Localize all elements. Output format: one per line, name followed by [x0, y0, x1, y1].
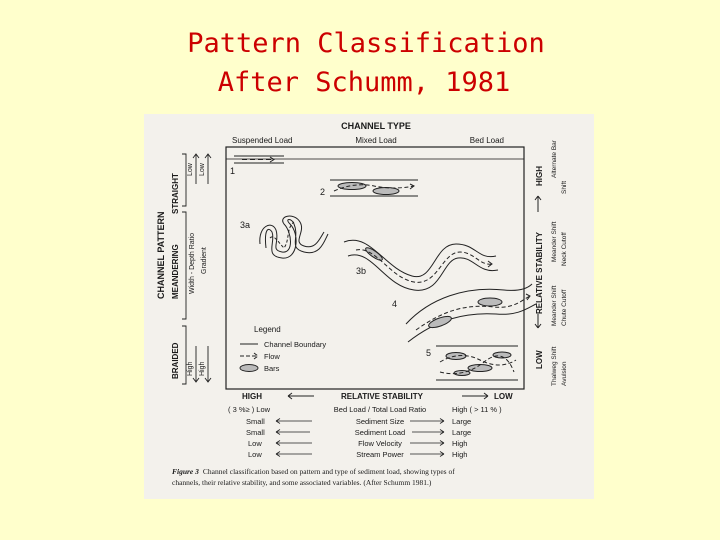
pattern-straight: STRAIGHT	[171, 173, 180, 214]
pattern-braided: BRAIDED	[171, 342, 180, 379]
shift-shift: Shift	[561, 180, 568, 194]
sketch-regular-meander	[344, 240, 498, 290]
shift-meander-2: Meander Shift	[551, 285, 558, 326]
right-axis-down-arrow	[535, 314, 541, 328]
load-suspended: Suspended Load	[232, 136, 293, 145]
var1-left: Small	[246, 417, 265, 426]
legend-title: Legend	[254, 325, 281, 334]
legend-flow: Flow	[264, 352, 280, 361]
right-axis-high: HIGH	[535, 166, 544, 186]
straight-scale-a: Low	[187, 163, 194, 176]
bottom-axis-left-arrow	[288, 393, 314, 399]
panel-label-1: 1	[230, 166, 236, 176]
var4-label: Stream Power	[356, 450, 404, 459]
shift-thalweg: Thalweg Shift	[551, 346, 558, 386]
var3-right: High	[452, 439, 468, 448]
bottom-axis-label: RELATIVE STABILITY	[341, 392, 423, 401]
legend-bars-swatch	[240, 365, 258, 372]
shift-meander-1: Meander Shift	[551, 221, 558, 262]
bottom-axis-low: LOW	[494, 392, 513, 401]
var2-left: Small	[246, 428, 265, 437]
var0-label: Bed Load / Total Load Ratio	[333, 405, 427, 414]
figure-caption-line2: channels, their relative stability, and some associated variables. (After Schumm 1981.)	[172, 478, 432, 487]
right-axis-label: RELATIVE STABILITY	[535, 232, 544, 314]
shift-neck-cutoff: Neck Cutoff	[561, 232, 568, 266]
caption-lead: Figure 3	[172, 467, 199, 476]
panel-label-5: 5	[426, 348, 432, 358]
panel-label-3b: 3b	[356, 266, 367, 276]
meander-scale-gradient: Gradient	[201, 247, 208, 274]
var0-right: High ( > 11 % )	[452, 405, 502, 414]
legend-bars: Bars	[264, 364, 280, 373]
load-bed: Bed Load	[469, 136, 504, 145]
legend	[240, 325, 326, 373]
meander-scale-ratio: Width - Depth Ratio	[189, 232, 196, 294]
shift-alternate-bar: Alternate Bar	[551, 140, 558, 178]
channel-classification-figure	[144, 114, 594, 499]
straight-scale-b: Low	[199, 163, 206, 176]
var3-left: Low	[248, 439, 262, 448]
slide-title: Pattern Classification	[187, 28, 545, 59]
channel-type-header: CHANNEL TYPE	[341, 121, 411, 131]
right-axis-low: LOW	[535, 350, 544, 369]
shift-chute-cutoff: Chute Cutoff	[561, 289, 568, 326]
load-mixed: Mixed Load	[355, 136, 397, 145]
sketch-straight-channel	[234, 156, 284, 163]
sketch-braided-channel	[436, 346, 518, 380]
variables-table	[228, 405, 502, 459]
scanned-figure	[144, 114, 594, 499]
panel-label-2: 2	[320, 187, 326, 197]
pattern-meandering: MEANDERING	[171, 244, 180, 299]
bottom-axis-high: HIGH	[242, 392, 262, 401]
sketch-wandering-channel	[406, 284, 536, 342]
channel-pattern-label: CHANNEL PATTERN	[156, 211, 166, 299]
braided-scale-a: High	[187, 361, 194, 376]
var0-left: ( 3 %≥ ) Low	[228, 405, 271, 414]
sketch-straight-bars	[330, 180, 418, 196]
var4-left: Low	[248, 450, 262, 459]
bottom-axis-right-arrow	[462, 393, 488, 399]
braided-scale-b: High	[199, 361, 206, 376]
panel-label-4: 4	[392, 299, 398, 309]
var2-right: Large	[452, 428, 472, 437]
panel-label-3a: 3a	[240, 220, 251, 230]
shift-avulsion: Avulsion	[561, 361, 568, 386]
right-axis-up-arrow	[535, 196, 541, 212]
sketch-tortuous-meander	[260, 216, 328, 258]
legend-flow-swatch	[240, 353, 258, 359]
var3-label: Flow Velocity	[358, 439, 402, 448]
var1-label: Sediment Size	[355, 417, 405, 426]
figure-caption-line1	[172, 467, 455, 476]
legend-channel-boundary: Channel Boundary	[264, 340, 327, 349]
caption-text1: Channel classification based on pattern and type of sediment load, showing types of	[202, 467, 455, 476]
var1-right: Large	[452, 417, 472, 426]
var2-label: Sediment Load	[354, 428, 406, 437]
slide-subtitle: After Schumm, 1981	[217, 67, 511, 98]
var4-right: High	[452, 450, 468, 459]
